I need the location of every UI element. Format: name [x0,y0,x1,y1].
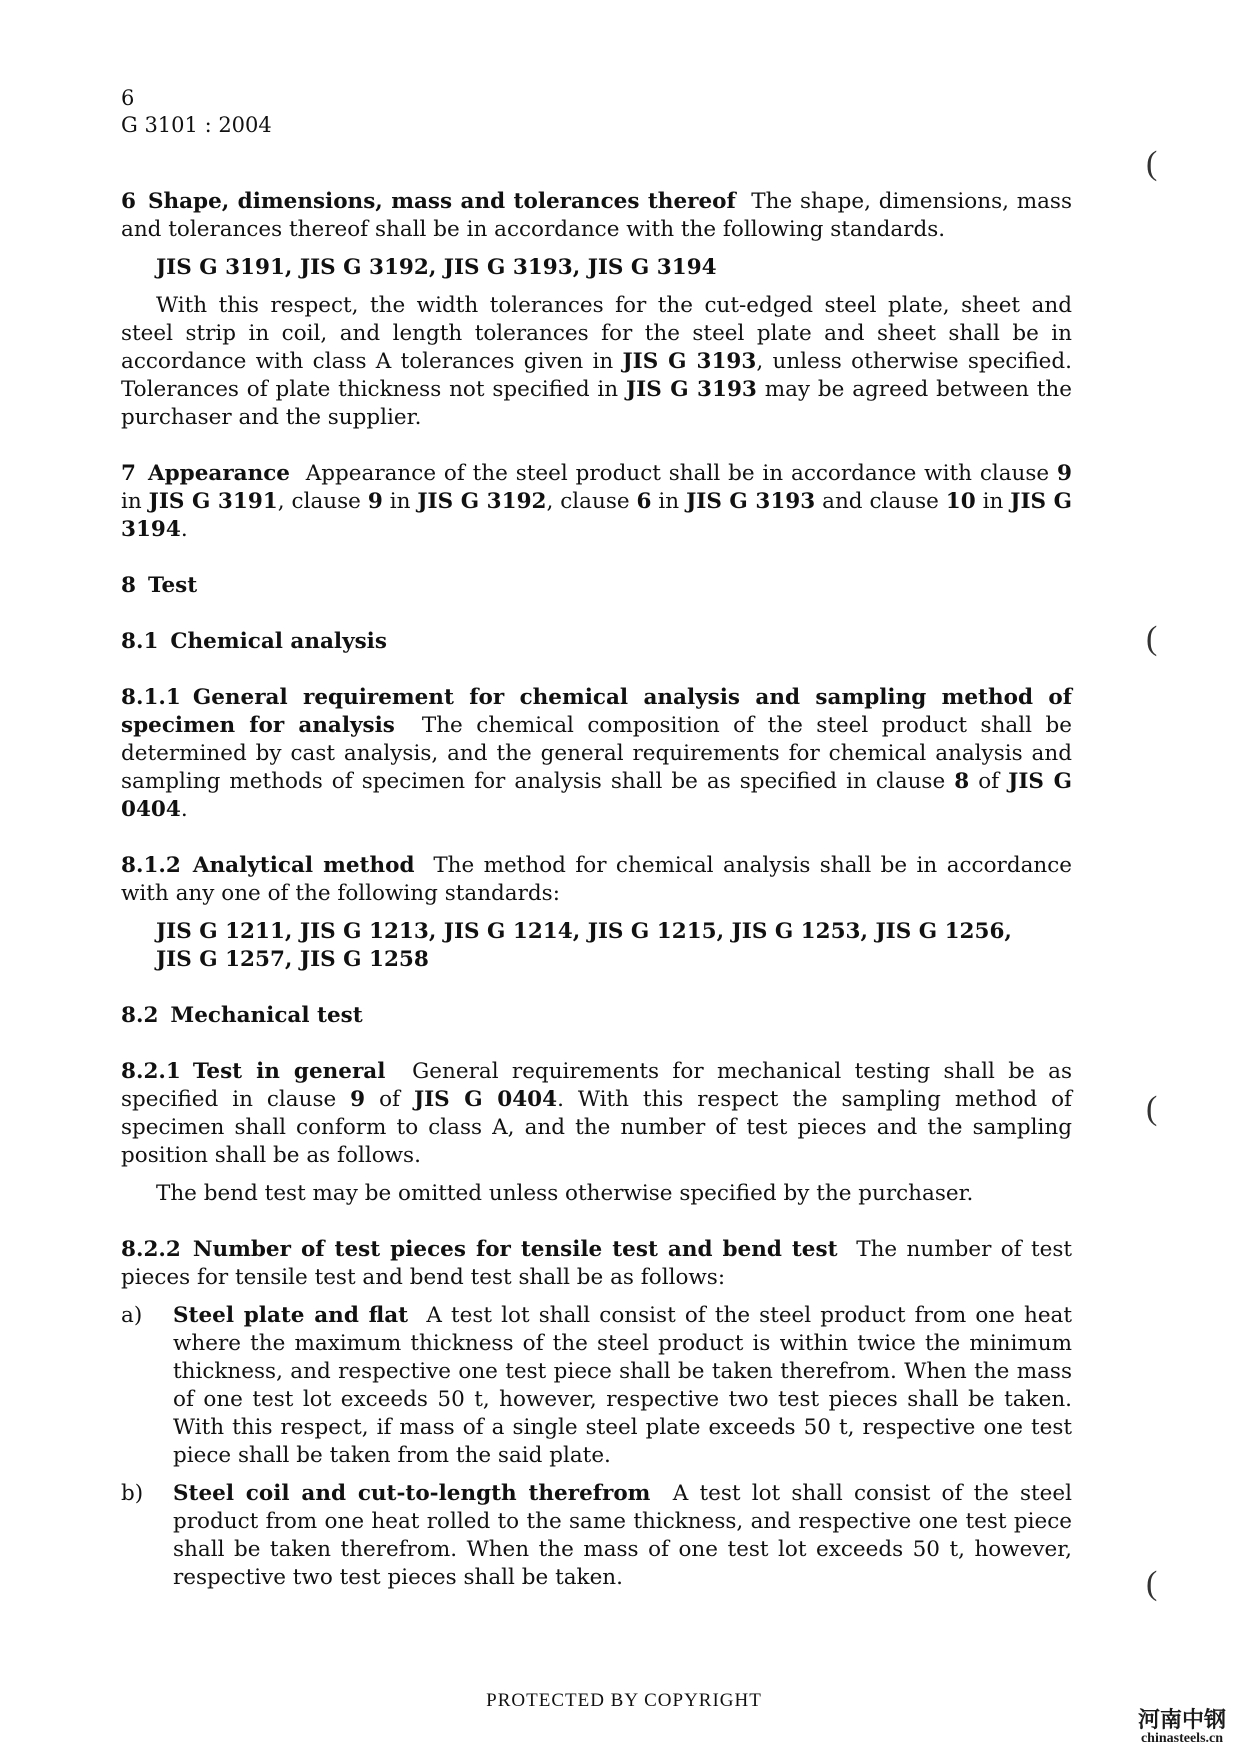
section-title: Appearance [147,461,290,486]
list-item-text: Steel coil and cut-to-length therefrom A test lot shall consist of the steel product from one heat rolled to the same thickness, and respective one test piece shall be taken therefrom. When the mass of one test lot exceeds 50 t, however, respective two test pieces shall be taken. [173,1481,1073,1590]
standard-reference: JIS G 3193 [686,489,816,514]
list-item [121,1480,1072,1592]
section-7-paragraph: 7 Appearance Appearance of the steel product shall be in accordance with clause 9 in JIS G 3191, clause 9 in JIS G 3192, clause 6 in JIS G 3193 and clause 10 in JIS G 3194. [121,461,1072,542]
section-title: Test in general [192,1059,386,1084]
section-number: 8.1.1 [121,685,181,710]
standard-reference: JIS G 3192 [417,489,547,514]
list-item-label: a) [121,1303,143,1328]
list-item-text: Steel plate and flat A test lot shall consist of the steel product from one heat where the maximum thickness of the steel product is within twice the minimum thickness, and respective one test piece shall be taken therefrom. When the mass of one test lot exceeds 50 t, however, respective two test pieces shall be taken. With this respect, if mass of a single steel plate exceeds 50 t, respective one test piece shall be taken from the said plate. [173,1303,1073,1468]
section-title: Shape, dimensions, mass and tolerances thereof [147,189,736,214]
section-8-1-heading: 8.1 Chemical analysis [121,629,387,654]
section-number: 8.2.2 [121,1237,181,1262]
section-8-1-2-paragraph: 8.1.2 Analytical method The method for chemical analysis shall be in accordance with any one of the following standards: [121,853,1073,906]
standard-reference: JIS G 3193 [625,377,757,402]
watermark-url-text: chinasteels.cn [1140,1731,1224,1746]
watermark-chinese-text: 河南中钢 [1137,1708,1226,1733]
standard-reference: JIS G 0404 [413,1087,558,1112]
section-8-2-2-paragraph: 8.2.2 Number of test pieces for tensile test and bend test The number of test pieces for tensile test and bend test shall be as follows: [121,1237,1073,1290]
standards-list-line-2: JIS G 1257, JIS G 1258 [156,947,429,972]
page-number: 6 [121,86,135,110]
section-text: The shape, dimensions, mass and tolerances thereof shall be in accordance with the following standards. [121,189,1072,242]
section-title: General requirement for chemical analysis and sampling method of specimen for analysis [121,685,1072,738]
document-id: G 3101 : 2004 [121,113,272,137]
section-6-paragraph-2: With this respect, the width tolerances for the cut-edged steel plate, sheet and steel strip in coil, and length tolerances for the steel plate and sheet shall be in accordance with class A tolerances given in JIS G 3193, unless otherwise specified. Tolerances of plate thickness not specified in JIS G 3193 may be agreed between the purchaser and the supplier. [121,293,1072,430]
section-6-paragraph [121,188,1072,244]
standards-list: JIS G 3191, JIS G 3192, JIS G 3193, JIS G 3194 [156,255,717,280]
standard-reference: JIS G 3191 [148,489,278,514]
list-item-title: Steel plate and flat [173,1303,409,1328]
margin-mark: ( [1146,1090,1158,1127]
section-8-2-heading: 8.2 Mechanical test [121,1003,363,1028]
list-item-title: Steel coil and cut-to-length therefrom [173,1481,651,1506]
standard-reference: JIS G 3194 [121,489,1072,542]
section-8-2-1-paragraph: 8.2.1 Test in general General requirements for mechanical testing shall be as specified in clause 9 of JIS G 0404. With this respect the sampling method of specimen shall conform to class A, and the number of test pieces and the sampling position shall be as follows. [121,1059,1073,1168]
section-8-heading: 8 Test [121,573,198,598]
document-body [121,188,1072,1602]
margin-mark: ( [1146,1565,1158,1602]
standard-reference: JIS G 0404 [121,769,1072,822]
section-number: 8.1.2 [121,853,181,878]
section-number: 6 [121,189,136,214]
section-number: 8.2.1 [121,1059,181,1084]
list-item [121,1302,1072,1470]
standard-reference: JIS G 3193 [622,349,757,374]
section-title: Number of test pieces for tensile test and bend test [192,1237,838,1262]
section-number: 7 [121,461,136,486]
list-item-label: b) [121,1481,144,1506]
section-8-1-1-paragraph: 8.1.1 General requirement for chemical analysis and sampling method of specimen for analysis The chemical composition of the steel product shall be determined by cast analysis, and the general requirements for chemical analysis and sampling methods of specimen for analysis shall be as specified in clause 8 of JIS G 0404. [121,685,1072,822]
margin-mark: ( [1146,145,1158,182]
standards-list-line-1: JIS G 1211, JIS G 1213, JIS G 1214, JIS G 1215, JIS G 1253, JIS G 1256, [156,919,1012,944]
section-title: Analytical method [192,853,415,878]
section-8-2-1-paragraph-2: The bend test may be omitted unless otherwise specified by the purchaser. [156,1181,974,1206]
copyright-footer: PROTECTED BY COPYRIGHT [486,1690,762,1711]
margin-mark: ( [1146,620,1158,657]
watermark-logo [1122,1708,1242,1748]
